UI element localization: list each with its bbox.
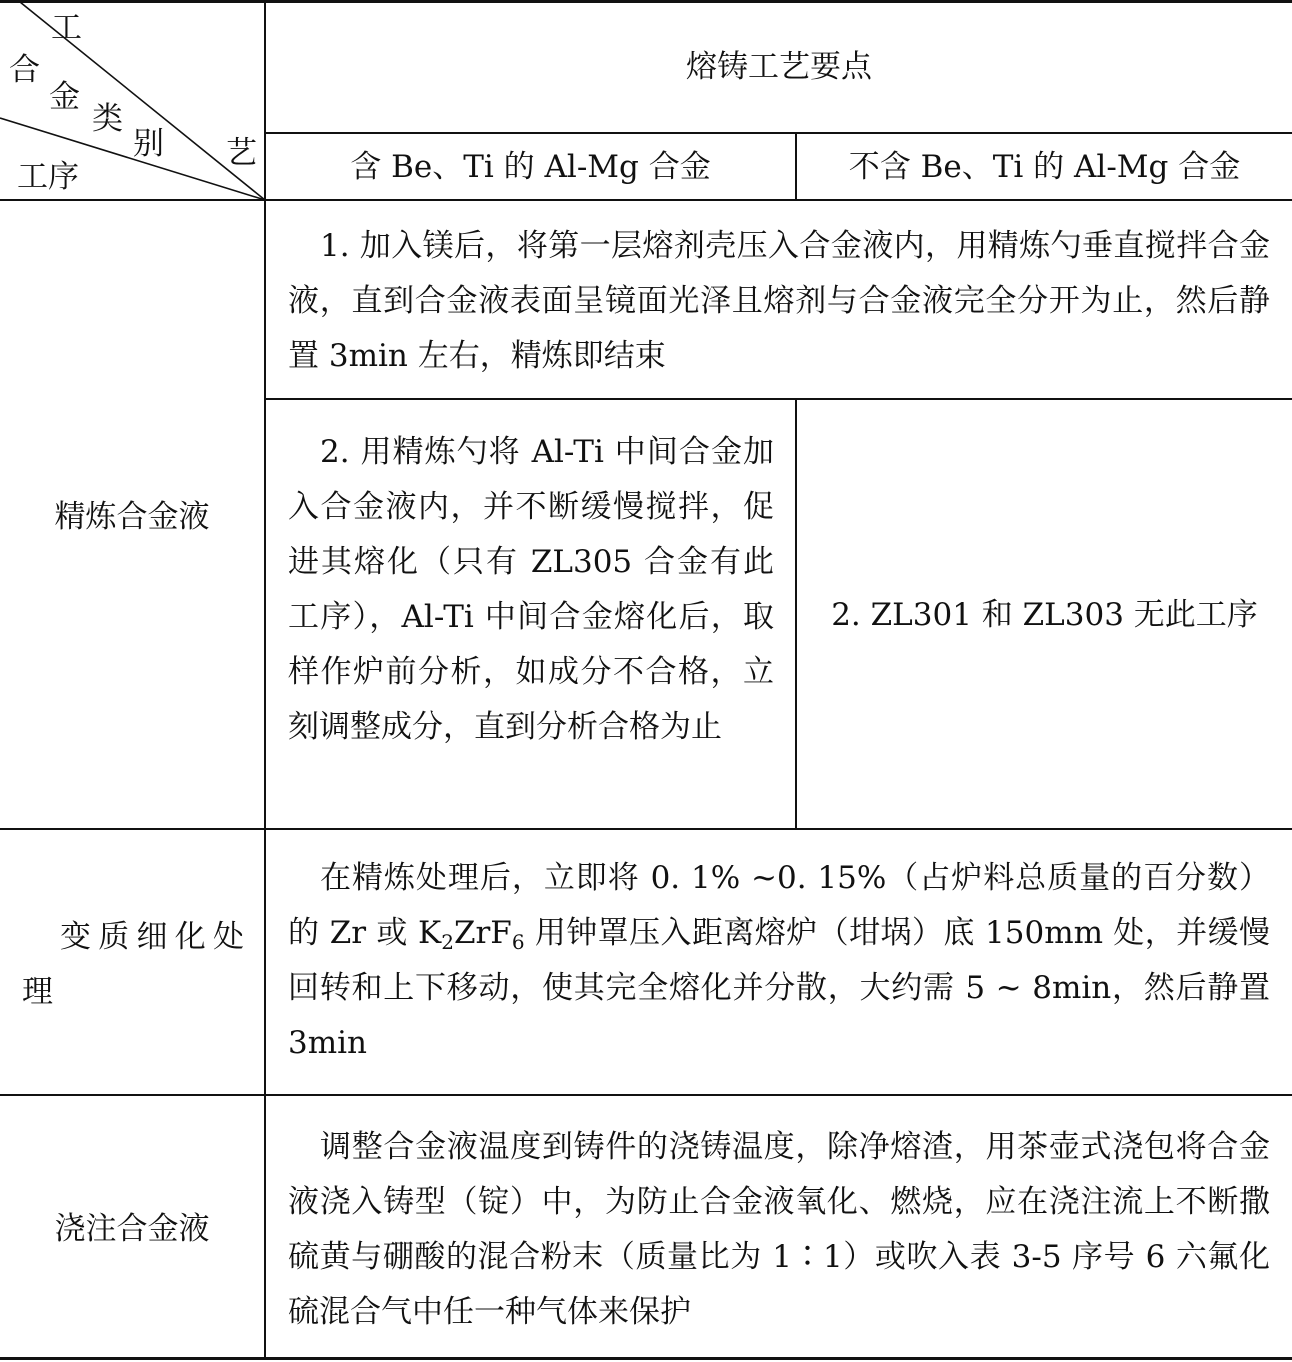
modification-text [288,851,1270,1071]
corner-char-he: 合 [9,52,40,88]
pouring-text: 调整合金液温度到铸件的浇铸温度，除净熔渣，用茶壶式浇包将合金液浇入铸型（锭）中，为防止合金液氧化、燃烧，应在浇注流上不断撒硫黄与硼酸的混合粉末（质量比为 1∶1）或吹入表 3-5 序号 6 六氟化硫混合气中任一种气体来保护 [288,1129,1270,1330]
refining-step2-text: 2. 用精炼勺将 Al-Ti 中间合金加入合金液内，并不断缓慢搅拌，促进其熔化（只有 ZL305 合金有此工序），Al-Ti 中间合金熔化后，取样作炉前分析，如成分不合格，立刻调整成分，直到分析合格为止 [288,434,774,745]
header-subrule [265,132,1292,134]
corner-char-yi: 艺 [226,135,257,171]
label-column-rule [264,0,266,1360]
modification-text-part-c: 用钟罩压入距离熔炉（坩埚）底 150mm 处，并缓慢回转和上下移动，使其完全熔化并分散，大约需 5 ~ 8min，然后静置 3min [288,915,1270,1061]
row1-inner-rule [265,398,1292,400]
refining-col2-step: 2. ZL301 和 ZL303 无此工序 [831,597,1258,633]
row-label-pouring: 浇注合金液 [54,1211,210,1247]
modification-label-text: 变质细化处理 [22,919,244,1010]
f6-subscript: 6 [511,930,525,954]
modification-text-part-a: 在精炼处理后，立即将 0. 1% ~0. 15%（占炉料总质量的百分数）的 Zr 或 K [288,860,1270,951]
corner-char-lei: 类 [92,101,123,137]
modification-description [288,851,1270,1071]
refining-step1-text: 1. 加入镁后，将第一层熔剂壳压入合金液内，用精炼勺垂直搅拌合金液，直到合金液表面呈镜面光泽且熔剂与合金液完全分开为止，然后静置 3min 左右，精炼即结束 [288,228,1270,374]
k2-subscript: 2 [441,930,454,954]
header-col1-title: 含 Be、Ti 的 Al-Mg 合金 [350,149,711,185]
refining-shared-step [288,219,1270,384]
row-label-modification [22,910,244,1020]
corner-char-jin: 金 [49,79,80,115]
row1-bottom-rule [0,828,1292,830]
table-bottom-rule [0,1357,1292,1360]
corner-char-bie: 别 [133,126,164,162]
row2-bottom-rule [0,1094,1292,1096]
row-label-refining: 精炼合金液 [54,499,210,535]
header-main-title: 熔铸工艺要点 [686,49,872,85]
refining-col1-step [288,425,774,755]
pouring-description [288,1120,1270,1340]
corner-char-gong: 工 [51,10,82,46]
modification-text-part-b: ZrF [453,915,512,951]
header-col2-title: 不含 Be、Ti 的 Al-Mg 合金 [848,149,1241,185]
corner-label-process: 工序 [17,159,79,195]
